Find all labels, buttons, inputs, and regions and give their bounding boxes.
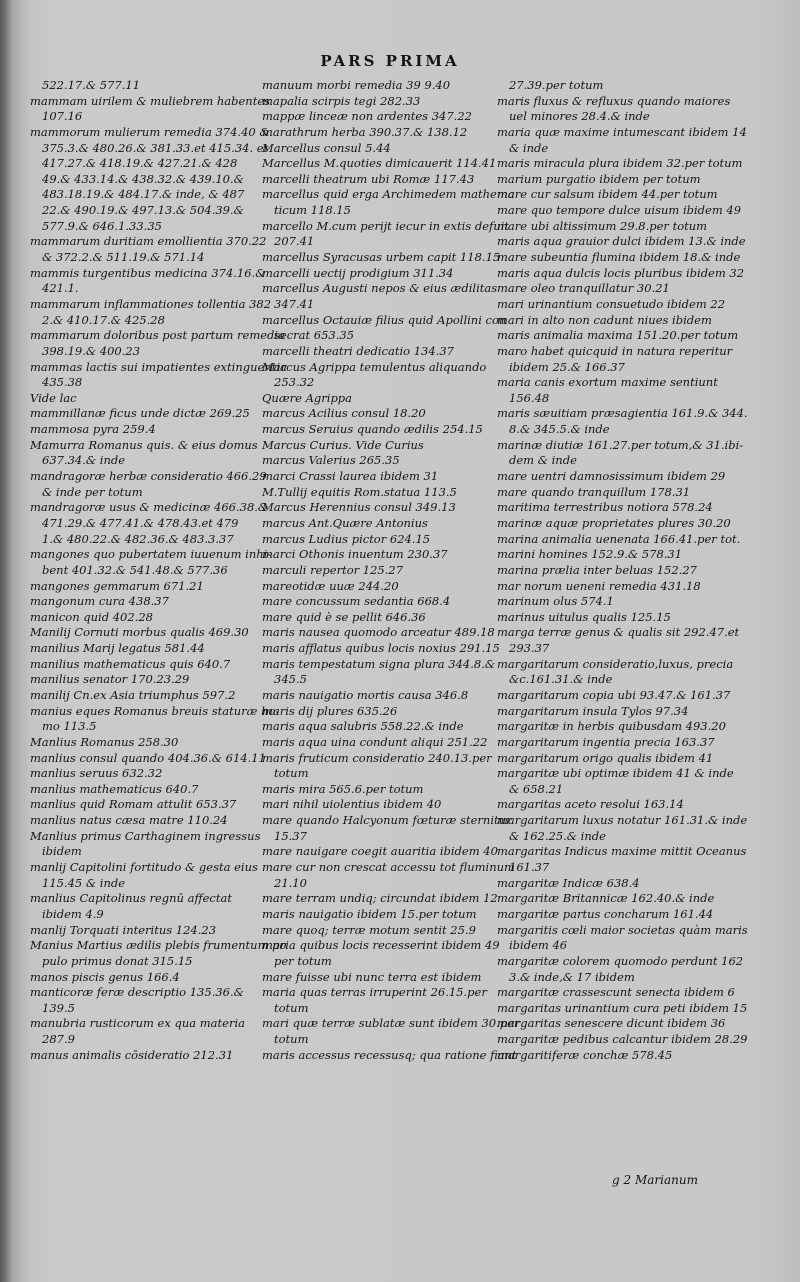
index-entry-line: mare quid è se pellit 646.36: [262, 609, 426, 624]
index-entry-line: margaritas aceto resolui 163.14: [497, 797, 684, 812]
index-entry-line: mammorum mulierum remedia 374.40 &: [30, 124, 270, 139]
index-entry-line: margaritis cœli maior societas quàm maris: [497, 922, 748, 937]
index-entry-line: manilij Cn.ex Asia triumphus 597.2: [30, 687, 236, 702]
index-entry-line: mari nihil uiolentius ibidem 40: [262, 797, 442, 812]
index-entry-line: 577.9.& 646.1.33.35: [42, 218, 162, 233]
index-entry-line: M.Tullij equitis Rom.statua 113.5: [262, 484, 457, 499]
index-entry-line: mare concussum sedantia 668.4: [262, 594, 451, 609]
index-entry-line: marcellus Augusti nepos & eius ædilitas: [262, 281, 498, 296]
index-entry-line: margaritarum origo qualis ibidem 41: [497, 750, 714, 765]
index-entry-line: 345.5: [274, 672, 307, 687]
index-entry-line: 522.17.& 577.11: [42, 78, 141, 92]
index-entry-line: mare nauigare coegit auaritia ibidem 40: [262, 844, 498, 859]
index-entry-line: maris dij plures 635.26: [262, 703, 398, 718]
index-entry-line: marcus Ant.Quære Antonius: [262, 515, 428, 530]
index-entry-line: bent 401.32.& 541.48.& 577.36: [42, 562, 228, 577]
index-entry-line: & 372.2.& 511.19.& 571.14: [42, 250, 205, 265]
index-column-2: [262, 78, 520, 1063]
index-entry-line: manlij Capitolini fortitudo & gesta eius: [30, 860, 258, 875]
index-entry-line: margaritiferæ conchæ 578.45: [497, 1047, 673, 1062]
index-entry-line: maris mira 565.6.per totum: [262, 781, 424, 796]
index-entry-line: 375.3.& 480.26.& 381.33.et 415.34. et: [42, 140, 269, 155]
index-entry-line: &c.161.31.& inde: [509, 672, 613, 687]
index-entry-line: maris sæuitiam præsagientia 161.9.& 344.: [497, 406, 748, 421]
index-entry-line: mangones quo pubertatem iuuenum inhi-: [30, 547, 272, 562]
index-entry-line: mapalia scirpis tegi 282.33: [262, 93, 421, 108]
index-entry-line: mar norum ueneni remedia 431.18: [497, 578, 701, 593]
index-entry-line: mo 113.5: [42, 719, 97, 734]
index-entry-line: mandragoræ herbæ consideratio 466.29: [30, 469, 267, 484]
index-entry-line: Manius Martius ædilis plebis frumentum po: [30, 938, 287, 953]
index-entry-line: 107.16: [42, 109, 83, 124]
index-entry-line: 253.32: [274, 375, 315, 390]
page-gutter-shadow: [0, 0, 12, 1282]
index-entry-line: maris nauigatio mortis causa 346.8: [262, 687, 469, 702]
index-entry-line: 293.37: [509, 641, 550, 656]
index-entry-line: mare uentri damnosissimum ibidem 29: [497, 469, 726, 484]
index-entry-line: mangonum cura 438.37: [30, 594, 169, 609]
index-entry-line: margaritæ ubi optimæ ibidem 41 & inde: [497, 766, 734, 781]
index-entry-line: & inde per totum: [42, 484, 143, 499]
index-entry-line: totum: [274, 766, 309, 781]
index-entry-line: ibidem 46: [509, 938, 568, 953]
index-entry-line: marcus Ludius pictor 624.15: [262, 531, 431, 546]
index-entry-line: maris nauigatio ibidem 15.per totum: [262, 906, 477, 921]
index-entry-line: 49.& 433.14.& 438.32.& 439.10.&: [42, 171, 244, 186]
index-entry-line: 2.& 410.17.& 425.28: [42, 312, 165, 327]
index-entry-line: mare fuisse ubi nunc terra est ibidem: [262, 969, 482, 984]
index-entry-line: 287.9: [42, 1032, 75, 1047]
index-entry-line: manos piscis genus 166.4: [30, 969, 180, 984]
index-entry-line: margaritæ crassescunt senecta ibidem 6: [497, 985, 735, 1000]
index-entry-line: maria quibus locis recesserint ibidem 49: [262, 938, 500, 953]
index-entry-line: maris aqua uina condunt aliqui 251.22: [262, 734, 488, 749]
index-entry-line: 471.29.& 477.41.& 478.43.et 479: [42, 515, 239, 530]
index-entry-line: pulo primus donat 315.15: [42, 953, 193, 968]
index-entry-line: mammis turgentibus medicina 374.16.&: [30, 265, 266, 280]
index-entry-line: marcelli uectij prodigium 311.34: [262, 265, 454, 280]
index-entry-line: 421.1.: [42, 281, 79, 296]
index-entry-line: margaritarum copia ubi 93.47.& 161.37: [497, 687, 731, 702]
index-entry-line: & 162.25.& inde: [509, 828, 606, 843]
index-entry-line: mammarum inflammationes tollentia 382: [30, 296, 272, 311]
index-entry-line: 15.37: [274, 828, 307, 843]
index-entry-line: margaritarum insula Tylos 97.34: [497, 703, 689, 718]
index-entry-line: maria canis exortum maxime sentiunt: [497, 375, 718, 390]
index-entry-line: margaritarum ingentia precia 163.37: [497, 734, 715, 749]
index-entry-line: marathrum herba 390.37.& 138.12: [262, 124, 468, 139]
index-entry-line: marinæ aquæ proprietates plures 30.20: [497, 515, 731, 530]
index-entry-line: marcello M.cum perijt iecur in extis defuit: [262, 218, 509, 233]
index-entry-line: manuum morbi remedia 39 9.40: [262, 78, 451, 92]
index-entry-line: ibidem 25.& 166.37: [509, 359, 625, 374]
index-entry-line: mammosa pyra 259.4: [30, 422, 156, 437]
index-entry-line: ibidem: [42, 844, 82, 859]
index-entry-line: 115.45 & inde: [42, 875, 126, 890]
index-entry-line: 207.41: [274, 234, 315, 249]
index-entry-line: Marcellus consul 5.44: [262, 140, 391, 155]
index-entry-line: mammam uirilem & muliebrem habentes: [30, 93, 271, 108]
index-entry-line: Vide lac: [30, 390, 77, 405]
index-entry-line: mareotidæ uuæ 244.20: [262, 578, 399, 593]
index-entry-line: maria quas terras irruperint 26.15.per: [262, 985, 487, 1000]
index-entry-line: 22.& 490.19.& 497.13.& 504.39.&: [42, 203, 244, 218]
index-entry-line: maris aqua salubris 558.22.& inde: [262, 719, 464, 734]
index-entry-line: marinum olus 574.1: [497, 594, 614, 609]
index-entry-line: mari urinantium consuetudo ibidem 22: [497, 296, 726, 311]
index-entry-line: Mamurra Romanus quis. & eius domus: [30, 437, 258, 452]
index-entry-line: maria quæ maxime intumescant ibidem 14: [497, 124, 747, 139]
index-entry-line: 8.& 345.5.& inde: [509, 422, 610, 437]
index-entry-line: dem & inde: [509, 453, 577, 468]
index-column-1: [30, 78, 287, 1063]
index-entry-line: mari in alto non cadunt niues ibidem: [497, 312, 712, 327]
index-entry-line: mangones gemmarum 671.21: [30, 578, 204, 593]
index-entry-line: margaritas Indicus maxime mittit Oceanus: [497, 844, 747, 859]
index-column-3: [497, 78, 748, 1063]
index-entry-line: margaritas senescere dicunt ibidem 36: [497, 1016, 726, 1031]
index-entry-line: mandragoræ usus & medicinæ 466.38.&: [30, 500, 269, 515]
index-entry-line: marci Crassi laurea ibidem 31: [262, 469, 439, 484]
index-entry-line: margaritæ colorem quomodo perdunt 162: [497, 953, 744, 968]
index-entry-line: Marcus Curius. Vide Curius: [262, 437, 424, 452]
index-entry-line: marga terræ genus & qualis sit 292.47.et: [497, 625, 740, 640]
index-entry-line: totum: [274, 1032, 309, 1047]
index-entry-line: margaritas urinantium cura peti ibidem 15: [497, 1000, 748, 1015]
index-entry-line: & 658.21: [509, 781, 564, 796]
index-entry-line: mare ubi altissimum 29.8.per totum: [497, 218, 708, 233]
index-entry-line: mammarum duritiam emollientia 370.22: [30, 234, 267, 249]
index-entry-line: margaritarum consideratio,luxus, precia: [497, 656, 734, 671]
index-entry-line: margaritæ pedibus calcantur ibidem 28.29: [497, 1032, 748, 1047]
index-entry-line: Manlius Romanus 258.30: [30, 734, 179, 749]
index-entry-line: mare cur salsum ibidem 44.per totum: [497, 187, 718, 202]
index-entry-line: marcus Acilius consul 18.20: [262, 406, 426, 421]
index-entry-line: marculi repertor 125.27: [262, 562, 404, 577]
index-entry-line: marium purgatio ibidem per totum: [497, 171, 701, 186]
index-entry-line: ibidem 4.9: [42, 906, 104, 921]
index-entry-line: marcus Seruius quando ædilis 254.15: [262, 422, 483, 437]
index-entry-line: manlius Capitolinus regnū affectat: [30, 891, 232, 906]
index-entry-line: 139.5: [42, 1000, 75, 1015]
index-entry-line: manius eques Romanus breuis staturæ ho-: [30, 703, 280, 718]
index-entry-line: margaritæ in herbis quibusdam 493.20: [497, 719, 726, 734]
index-entry-line: manlius consul quando 404.36.& 614.11: [30, 750, 266, 765]
index-entry-line: 398.19.& 400.23: [42, 343, 141, 358]
index-entry-line: mare quando tranquillum 178.31: [497, 484, 691, 499]
index-entry-line: 161.37: [509, 860, 550, 875]
index-entry-line: marci Othonis inuentum 230.37: [262, 547, 448, 562]
index-entry-line: manicon quid 402.28: [30, 609, 153, 624]
index-entry-line: mare quando Halcyonum fœturæ sternitur: [262, 813, 512, 828]
running-head: PARS PRIMA: [320, 52, 460, 70]
index-entry-line: margaritæ Indicæ 638.4: [497, 875, 640, 890]
index-entry-line: & inde: [509, 140, 549, 155]
index-entry-line: 417.27.& 418.19.& 427.21.& 428: [42, 156, 238, 171]
index-entry-line: manlius mathematicus 640.7: [30, 781, 199, 796]
signature-catchword: g 2 Marianum: [612, 1173, 698, 1187]
index-entry-line: marcellus quid erga Archimedem mathema: [262, 187, 515, 202]
index-entry-line: 3.& inde,& 17 ibidem: [509, 969, 635, 984]
index-entry-line: Marcus Herennius consul 349.13: [262, 500, 456, 515]
index-entry-line: mammillanæ ficus unde dictæ 269.25: [30, 406, 250, 421]
index-entry-line: maritima terrestribus notiora 578.24: [497, 500, 713, 515]
index-entry-line: mare cur non crescat accessu tot fluminum: [262, 860, 515, 875]
index-entry-line: Quære Agrippa: [262, 390, 353, 405]
index-entry-line: maris nausea quomodo arceatur 489.18: [262, 625, 495, 640]
index-entry-line: manubria rusticorum ex qua materia: [30, 1016, 246, 1031]
index-entry-line: 347.41: [274, 296, 315, 311]
index-entry-line: marinus uitulus qualis 125.15: [497, 609, 671, 624]
index-entry-line: marcelli theatri dedicatio 134.37: [262, 343, 454, 358]
index-entry-line: mare oleo tranquillatur 30.21: [497, 281, 670, 296]
index-entry-line: manilius senator 170.23.29: [30, 672, 190, 687]
index-entry-line: manticoræ feræ descriptio 135.36.&: [30, 985, 244, 1000]
index-entry-line: 637.34.& inde: [42, 453, 126, 468]
index-entry-line: marcus Valerius 265.35: [262, 453, 400, 468]
index-entry-line: mare quoq; terræ motum sentit 25.9: [262, 922, 476, 937]
index-entry-line: 483.18.19.& 484.17.& inde, & 487: [42, 187, 245, 202]
index-entry-line: marini homines 152.9.& 578.31: [497, 547, 683, 562]
index-entry-line: maris aqua grauior dulci ibidem 13.& inde: [497, 234, 746, 249]
index-entry-line: marina animalia uenenata 166.41.per tot.: [497, 531, 741, 546]
index-entry-line: Manilij Cornuti morbus qualis 469.30: [30, 625, 249, 640]
index-entry-line: manus animalis cōsideratio 212.31: [30, 1047, 234, 1062]
index-entry-line: mappæ linceæ non ardentes 347.22: [262, 109, 472, 124]
index-entry-line: maris fluxus & refluxus quando maiores: [497, 93, 731, 108]
index-entry-line: Marcellus M.quoties dimicauerit 114.41: [262, 156, 497, 171]
index-entry-line: maris accessus recessusq; qua ratione fiant: [262, 1047, 517, 1062]
index-entry-line: maris fruticum consideratio 240.13.per: [262, 750, 492, 765]
index-entry-line: mare subeuntia flumina ibidem 18.& inde: [497, 250, 741, 265]
index-entry-line: marinæ diutiæ 161.27.per totum,& 31.ibi-: [497, 437, 744, 452]
index-entry-line: margaritæ partus concharum 161.44: [497, 906, 714, 921]
index-entry-line: ticum 118.15: [274, 203, 351, 218]
index-entry-line: manilius mathematicus quis 640.7: [30, 656, 231, 671]
index-entry-line: mammarum doloribus post partum remedia: [30, 328, 285, 343]
index-entry-line: maris afflatus quibus locis noxius 291.15: [262, 641, 500, 656]
index-entry-line: manlius seruus 632.32: [30, 766, 163, 781]
index-entry-line: totum: [274, 1000, 309, 1015]
index-entry-line: maro habet quicquid in natura reperitur: [497, 343, 733, 358]
index-entry-line: mare terram undiq; circundat ibidem 12: [262, 891, 498, 906]
index-entry-line: maris miracula plura ibidem 32.per totum: [497, 156, 743, 171]
index-entry-line: margaritæ Britannicæ 162.40.& inde: [497, 891, 715, 906]
index-entry-line: 27.39.per totum: [509, 78, 604, 92]
index-entry-line: marcellus Octauiæ filius quid Apollini con: [262, 312, 507, 327]
index-entry-line: uel minores 28.4.& inde: [509, 109, 650, 124]
index-entry-line: manilius Marij legatus 581.44: [30, 641, 205, 656]
index-entry-line: maris aqua dulcis locis pluribus ibidem 32: [497, 265, 745, 280]
index-entry-line: 435.38: [42, 375, 83, 390]
index-entry-line: marcelli theatrum ubi Romæ 117.43: [262, 171, 475, 186]
index-entry-line: manlius quid Romam attulit 653.37: [30, 797, 237, 812]
index-entry-line: mammas lactis sui impatientes extinguentia: [30, 359, 287, 374]
index-entry-line: manlij Torquati interitus 124.23: [30, 922, 217, 937]
index-entry-line: 156.48: [509, 390, 550, 405]
index-entry-line: manlius natus cæsa matre 110.24: [30, 813, 228, 828]
index-entry-line: marina prælia inter beluas 152.27: [497, 562, 697, 577]
index-entry-line: Marcus Agrippa temulentus aliquando: [262, 359, 487, 374]
index-entry-line: secrat 653.35: [274, 328, 355, 343]
index-entry-line: maris animalia maxima 151.20.per totum: [497, 328, 739, 343]
index-entry-line: 1.& 480.22.& 482.36.& 483.3.37: [42, 531, 234, 546]
index-entry-line: mari quæ terræ sublatæ sunt ibidem 30.per: [262, 1016, 520, 1031]
index-entry-line: per totum: [274, 953, 332, 968]
index-entry-line: mare quo tempore dulce uisum ibidem 49: [497, 203, 742, 218]
index-entry-line: 21.10: [274, 875, 307, 890]
index-entry-line: maris tempestatum signa plura 344.8.&: [262, 656, 496, 671]
index-entry-line: margaritarum luxus notatur 161.31.& inde: [497, 813, 748, 828]
index-entry-line: Manlius primus Carthaginem ingressus: [30, 828, 261, 843]
index-entry-line: marcellus Syracusas urbem capit 118.15: [262, 250, 501, 265]
